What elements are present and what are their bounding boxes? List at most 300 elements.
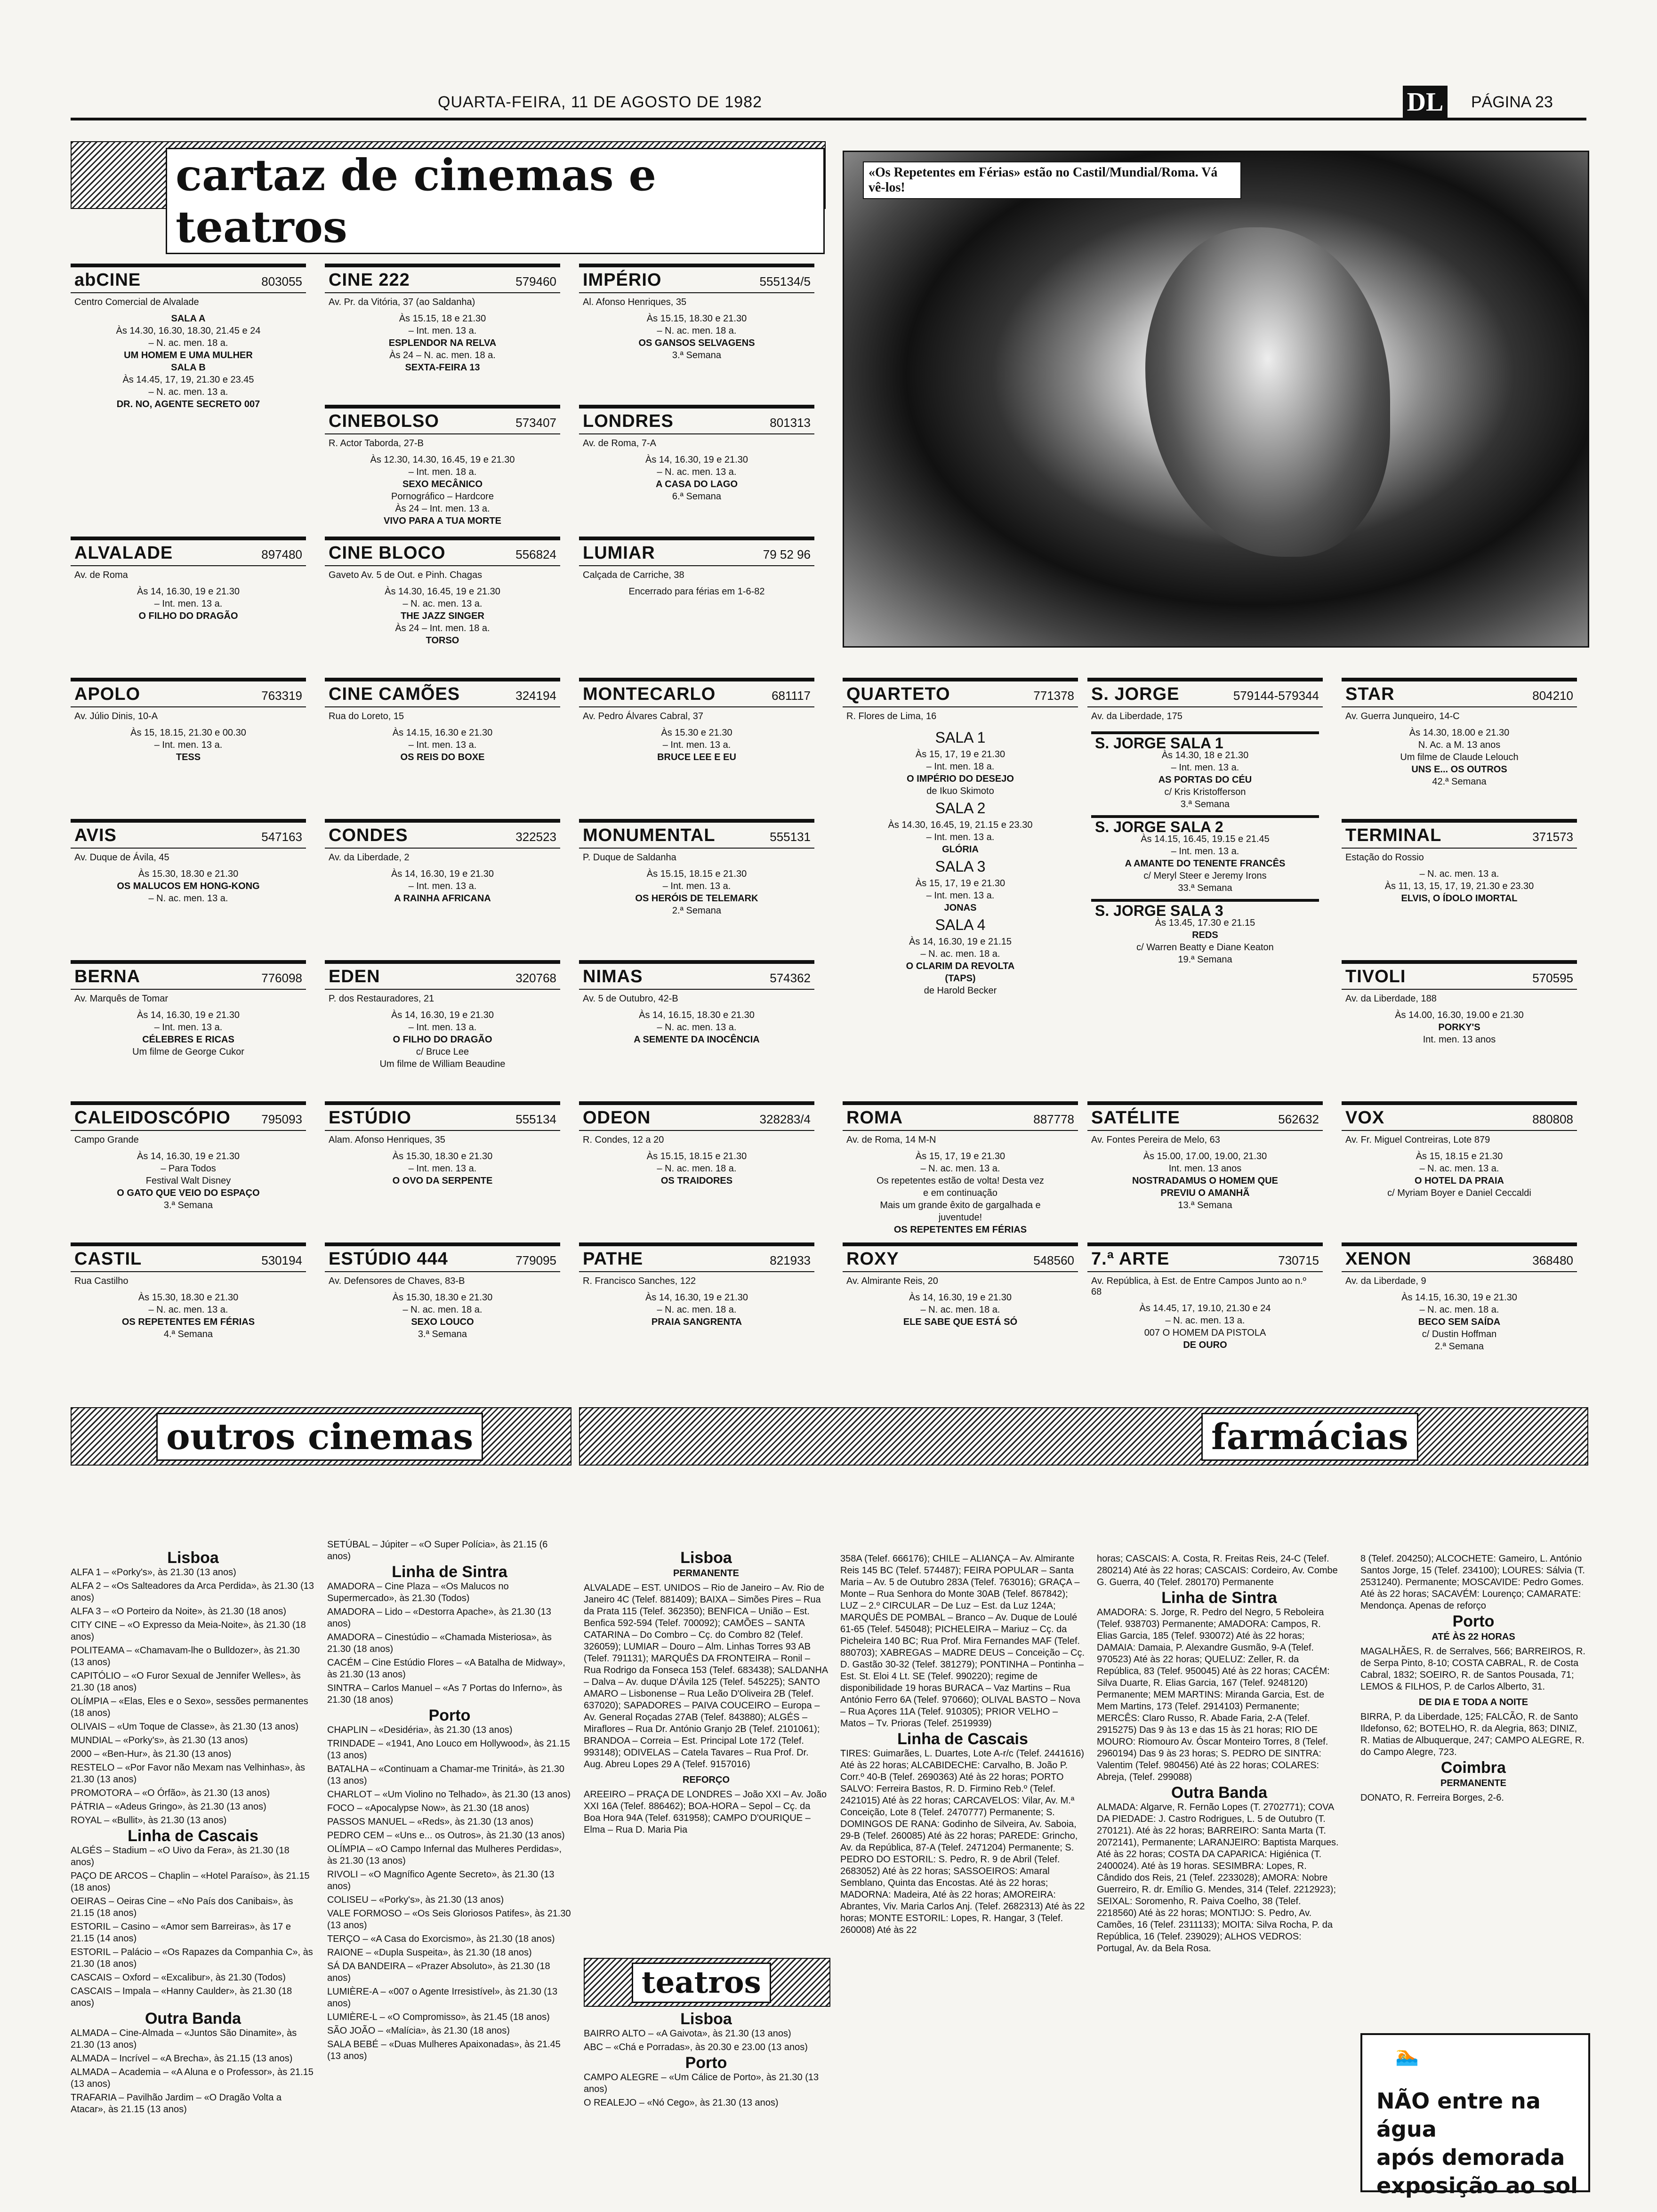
farmacias-col4-text: 8 (Telef. 204250); ALCOCHETE: Gameiro, L. António Santos Jorge, 15 (Telef. 234100); LOURES: Sálvia (T. 2531240). Permanente; MOSCAVIDE: Pedro Gomes. Até às 22 horas; SACAVÉM: Lourenço; CAMARATE: Mendonça. Apenas de reforço [1360, 1554, 1585, 1611]
cinema-phone: 556824 [515, 547, 556, 561]
cinema-phone: 779095 [515, 1253, 556, 1267]
farmacias-porto-noite-text: BIRRA, P. da Liberdade, 125; FALCÃO, R. de Santo Ildefonso, 62; BOTELHO, R. da Alegria, 863; DINIZ, R. Matias de Albuquerque, 247; CAMPO ALEGRE, R. do Campo Alegre, 723. [1360, 1712, 1585, 1757]
schedule-line: – N. ac. men. 13 a. [657, 467, 737, 477]
cinema-name: CINE BLOCO [329, 543, 446, 563]
cinema-name: CONDES [329, 825, 408, 845]
cinema-name: CINEBOLSO [329, 411, 439, 431]
cinema-entry: OLÍMPIA – «Elas, Eles e o Sexo», sessões permanentes (18 anos) [71, 1696, 308, 1718]
farmacias-lisboa: Lisboa [680, 1549, 732, 1567]
film-title: OS REIS DO BOXE [400, 752, 485, 762]
cinema-name: APOLO [74, 684, 141, 704]
outros-col-1 [71, 1548, 315, 2117]
cinema-listing [1342, 960, 1577, 1096]
cinema-schedule [325, 1146, 560, 1192]
cinema-header [71, 823, 306, 849]
schedule-line: Às 15.15, 18 e 21.30 [399, 313, 486, 324]
farmacias-col-1 [584, 1548, 828, 1838]
schedule-line: Às 14, 16.30, 19 e 21.15 [909, 937, 1012, 947]
schedule-line: c/ Myriam Boyer e Daniel Ceccaldi [1387, 1188, 1531, 1198]
film-title: O IMPÉRIO DO DESEJO [907, 774, 1014, 784]
cinema-header [325, 1105, 560, 1131]
cinema-entry: OLIVAIS – «Um Toque de Classe», às 21.30 (13 anos) [71, 1722, 298, 1732]
schedule-line: – Int. men. 13 a. [408, 740, 477, 750]
cinema-address: Centro Comercial de Alvalade [74, 297, 199, 307]
cinema-listing [1342, 819, 1577, 954]
cinema-phone: 547163 [261, 830, 302, 844]
cinema-address: Campo Grande [74, 1135, 139, 1145]
cinema-entry: AMADORA – Cinestúdio – «Chamada Misteriosa», às 21.30 (18 anos) [327, 1632, 552, 1654]
schedule-line: Às 15, 17, 19 e 21.30 [915, 749, 1005, 760]
cinema-schedule [579, 1146, 814, 1192]
section-outra-banda: Outra Banda [145, 2010, 241, 2028]
cinema-phone: 574362 [770, 971, 811, 985]
schedule-line: Às 24 – Int. men. 18 a. [395, 623, 490, 633]
schedule-line: – N. ac. men. 13 a. [148, 387, 228, 397]
schedule-line: Um filme de George Cukor [132, 1047, 244, 1057]
cinema-name: AVIS [74, 825, 117, 845]
film-title: BECO SEM SAÍDA [1418, 1317, 1501, 1327]
schedule-line: Um filme de Claude Lelouch [1400, 752, 1519, 762]
schedule-line: 3.ª Semana [1180, 799, 1230, 809]
film-title: DE OURO [1183, 1340, 1227, 1350]
schedule-line: – Int. men. 13 a. [408, 326, 477, 336]
cinema-schedule [71, 1287, 306, 1345]
cinema-header [1087, 1105, 1323, 1131]
film-title: TORSO [426, 635, 459, 646]
cinema-schedule [71, 308, 306, 415]
cinema-name: abCINE [74, 270, 141, 290]
schedule-line: Às 12.30, 14.30, 16.45, 19 e 21.30 [370, 455, 515, 465]
schedule-line: Pornográfico – Hardcore [391, 491, 494, 502]
schedule-line: Às 24 – N. ac. men. 18 a. [389, 350, 496, 361]
cinema-schedule [579, 722, 814, 768]
cinema-address: P. Duque de Saldanha [583, 852, 676, 863]
cinema-name: BERNA [74, 967, 141, 986]
cinema-listing [71, 264, 306, 531]
section-lisboa: Lisboa [167, 1549, 219, 1567]
cinema-listing [843, 1101, 1078, 1237]
schedule-line: Às 14, 16.30, 19 e 21.30 [391, 869, 494, 879]
cinema-header [1087, 1246, 1323, 1272]
schedule-line: – Int. men. 13 a. [154, 1022, 223, 1033]
cinema-address: Calçada de Carriche, 38 [583, 570, 684, 580]
cinema-address: Av. República, à Est. de Entre Campos Junto ao n.º 68 [1091, 1276, 1306, 1297]
film-title: O HOTEL DA PRAIA [1414, 1176, 1504, 1186]
schedule-line: c/ Kris Kristofferson [1164, 787, 1246, 797]
film-title: ELVIS, O ÍDOLO IMORTAL [1401, 893, 1518, 904]
cinema-address: Av. da Liberdade, 2 [329, 852, 410, 863]
cinema-header [579, 540, 814, 566]
film-title: SEXTA-FEIRA 13 [405, 362, 480, 373]
farmacias-outra-banda-text: ALMADA: Algarve, R. Fernão Lopes (T. 2702771); COVA DA PIEDADE: J. Castro Rodrigues, L. 5 de Outubro (T. 270121). Até às 22 horas; BARREIRO: Santa Marta (T. 2072141), Permanente; LARANJEIRO: Baptista Marques. Até às 22 horas; COSTA DA CAPARICA: Higiénica (T. 2400024). Até às 19 horas. SESIMBRA: Lopes, R. Cândido dos Reis, 21 (Telef. 2233028); AMORA: Nobre Guerreiro, R. dr. Emílio G. Mendes, 314 (Telef. 2212923); SEIXAL: Soromenho, R. Paiva Coelho, 38 (Telef. 2218560) Até às 22 horas; MONTIJO: S. Pedro, Av. Camões, 16 (Telef. 2311133); MOITA: Silva Rocha, P. da República, 16 (Telef. 239029); ALHOS VEDROS: Portugal, Av. da Bela Rosa. [1097, 1802, 1339, 1954]
cinema-phone: 771378 [1033, 689, 1074, 703]
outros-col-2 [327, 1539, 572, 2064]
schedule-line: – Int. men. 13 a. [662, 881, 731, 891]
cinema-schedule [71, 722, 306, 768]
cinema-header [579, 409, 814, 434]
teatros-title: teatros [632, 1963, 771, 2003]
cinema-phone: 880808 [1532, 1112, 1573, 1126]
schedule-line: 3.ª Semana [672, 350, 722, 361]
sala-label: S. JORGE SALA 3 [1091, 899, 1319, 917]
cinema-entry: ALMADA – Incrível – «A Brecha», às 21.15 (13 anos) [71, 2053, 293, 2064]
cinema-entry: FOCO – «Apocalypse Now», às 21.30 (18 anos) [327, 1803, 530, 1813]
schedule-line: Às 14.45, 17, 19.10, 21.30 e 24 [1139, 1303, 1271, 1314]
cinema-entry: TRINDADE – «1941, Ano Louco em Hollywood», às 21.15 (13 anos) [327, 1739, 570, 1761]
cinema-entry: PAÇO DE ARCOS – Chaplin – «Hotel Paraíso», às 21.15 (18 anos) [71, 1871, 310, 1893]
cinema-address: Av. Júlio Dinis, 10-A [74, 711, 158, 721]
film-title: UNS E... OS OUTROS [1411, 764, 1507, 775]
cinema-listing [325, 405, 560, 540]
film-title: O CLARIM DA REVOLTA [906, 961, 1015, 971]
cinema-entry: CHARLOT – «Um Violino no Telhado», às 21.30 (13 anos) [327, 1789, 571, 1800]
cinema-phone: 579460 [515, 274, 556, 289]
film-title: THE JAZZ SINGER [401, 611, 484, 621]
cinema-entry: CAPITÓLIO – «O Furor Sexual de Jennifer Welles», às 21.30 (18 anos) [71, 1671, 301, 1693]
photo-couple-image [1145, 227, 1390, 557]
film-title: AS PORTAS DO CÉU [1158, 775, 1252, 785]
teatros-banner [584, 1958, 830, 2007]
schedule-line: Às 15, 17, 19 e 21.30 [915, 878, 1005, 889]
schedule-line: 42.ª Semana [1432, 777, 1487, 787]
cinema-listing [579, 678, 814, 813]
farmacias-col-3 [1097, 1553, 1342, 1956]
cinema-entry: OLÍMPIA – «O Campo Infernal das Mulheres Perdidas», às 21.30 (13 anos) [327, 1844, 562, 1866]
farmacias-sintra-text: AMADORA: S. Jorge, R. Pedro del Negro, 5 Reboleira (Telef. 938703) Permanente; AMADORA: Campos, R. Elias Garcia, 185 (Telef. 930072) Até às 22 horas; DAMAIA: Damaia, P. Alexandre Gusmão, 9-A (Telef. 970523) Até às 22 horas; QUELUZ: Zeller, R. da República, 83 (Telef. 950045) Até às 22 horas; CACÉM: Silva Duarte, R. Elias Garcia, 167 (Telef. 9248120) Permanente; MEM MARTINS: Miranda Garcia, Est. de Mem Martins, 173 (Telef. 2914103) Permanente; MERCÊS: Claro Russo, R. Abade Faria, 2-A (Telef. 2915275) Das 9 às 13 e das 15 às 21 horas; RIO DE MOURO: Riomouro Av. Óscar Monteiro Torres, 8 (Telef. 2960194) Das 9 às 23 horas; S. PEDRO DE SINTRA: Valentim (Telef. 980456) Até às 22 horas; COLARES: Abreja, (Telef. 299088) [1097, 1607, 1330, 1782]
cinema-header [1087, 681, 1323, 707]
schedule-line: – Int. men. 13 a. [926, 890, 995, 901]
cinema-header [1342, 681, 1577, 707]
farmacias-reforco-text: AREEIRO – PRAÇA DE LONDRES – João XXI – Av. João XXI 16A (Telef. 886462); BOA-HORA – Sepol – Cç. da Boa Hora 94A (Telef. 631958); CAMPO D'OURIQUE – Elma – Rua D. Maria Pia [584, 1789, 827, 1835]
cinema-phone: 804210 [1532, 689, 1573, 703]
schedule-line: Às 14, 16.30, 19 e 21.30 [137, 586, 240, 597]
sun-warning-ad [1360, 2033, 1590, 2198]
cinema-header [325, 267, 560, 293]
section-porto: Porto [428, 1707, 471, 1724]
cinema-entry: SINTRA – Carlos Manuel – «As 7 Portas do Inferno», às 21.30 (18 anos) [327, 1683, 563, 1705]
farmacias-title: farmácias [1201, 1413, 1418, 1461]
cinema-address: Av. Defensores de Chaves, 83-B [329, 1276, 465, 1286]
cinema-phone: 555134 [515, 1112, 556, 1126]
cinemas-banner [71, 141, 826, 252]
schedule-line: Às 14.00, 16.30, 19.00 e 21.30 [1395, 1010, 1524, 1020]
cinema-name: NIMAS [583, 967, 643, 986]
schedule-line: – N. ac. men. 13 a. [920, 1163, 1000, 1174]
cinema-phone: 562632 [1278, 1112, 1319, 1126]
cinema-listing [71, 1101, 306, 1237]
film-title: REDS [1192, 930, 1218, 940]
cinema-phone: 763319 [261, 689, 302, 703]
cinema-listing [71, 1242, 306, 1378]
schedule-line: Às 14.30, 18.00 e 21.30 [1409, 728, 1510, 738]
schedule-line: Int. men. 13 anos [1423, 1034, 1496, 1045]
schedule-line: – Int. men. 18 a. [408, 467, 477, 477]
cinema-entry: RIVOLI – «O Magnífico Agente Secreto», às 21.30 (13 anos) [327, 1869, 555, 1891]
cinema-address: Av. da Liberdade, 175 [1091, 711, 1182, 721]
cinema-entry: SÁ DA BANDEIRA – «Prazer Absoluto», às 21.30 (18 anos) [327, 1961, 550, 1983]
sala-label: SALA 1 [935, 729, 986, 746]
cinema-schedule [325, 1004, 560, 1075]
cinema-listing [1087, 678, 1323, 1096]
cinema-header [1342, 964, 1577, 990]
cinema-entry: VALE FORMOSO – «Os Seis Gloriosos Patifes», às 21.30 (13 anos) [327, 1908, 571, 1931]
cinema-listing [325, 678, 560, 813]
page-number: PÁGINA 23 [1471, 93, 1553, 111]
cinema-listing [325, 960, 560, 1096]
cinema-entry: PROMOTORA – «O Órfão», às 21.30 (13 anos) [71, 1788, 270, 1798]
cinema-entry: COLISEU – «Porky's», às 21.30 (13 anos) [327, 1895, 504, 1905]
cinema-address: Av. Pedro Álvares Cabral, 37 [583, 711, 704, 721]
farmacias-lisboa-text: ALVALADE – EST. UNIDOS – Rio de Janeiro – Av. Rio de Janeiro 4C (Telef. 881409); BAIXA – Simões Pires – Rua da Prata 115 (Telef. 362350); BENFICA – União – Est. Benfica 592-594 (Telef. 700092); CAMÕES – SANTA CATARINA – Do Combro – Cç. do Combro 82 (Telef. 326059); LUMIAR – Douro – Alm. Linhas Torres 93 AB (Telef. 791131); MARQUÊS DA FRONTEIRA – Ronil – Rua Rodrigo da Fonseca 153 (Telef. 683438); SALDANHA – Dalva – Av. duque D'Ávila 125 (Telef. 545225); SANTO AMARO – Lisbonense – Rua Leão D'Oliveira 2B (Telef. 637020); SAPADORES – PAIVA COUCEIRO – Europa – Av. General Roçadas 27AB (Telef. 843880); ALGÉS – Miraflores – Rua Dr. António Granjo 2B (Telef. 2101061); BRANDOA – Correia – Est. Principal Lote 172 (Telef. 993148); ODIVELAS – Catela Tavares – Rua Prof. Dr. Aug. Abreu Lopes 29 A (Telef. 9157016) [584, 1583, 828, 1770]
farmacias-col-2 [840, 1553, 1085, 1938]
cinema-entry: BATALHA – «Continuam a Chamar-me Trinitá», às 21.30 (13 anos) [327, 1764, 564, 1786]
cinema-schedule [325, 722, 560, 768]
schedule-line: Às 14.45, 17, 19, 21.30 e 23.45 [122, 375, 254, 385]
cinemas-banner-title: cartaz de cinemas e teatros [166, 148, 825, 254]
cinema-header [1342, 1105, 1577, 1131]
sala-label: SALA 4 [935, 916, 986, 933]
farmacias-porto: Porto [1452, 1612, 1495, 1630]
schedule-line: – Int. men. 13 a. [154, 599, 223, 609]
schedule-line: c/ Meryl Steer e Jeremy Irons [1143, 871, 1267, 881]
cinema-phone: 320768 [515, 971, 556, 985]
schedule-line: – Int. men. 13 a. [408, 1163, 477, 1174]
farmacias-porto-22h: ATÉ ÀS 22 HORAS [1432, 1632, 1515, 1642]
film-title: OS GANSOS SELVAGENS [638, 338, 755, 348]
cinema-name: LUMIAR [583, 543, 655, 563]
schedule-line: Às 11, 13, 15, 17, 19, 21.30 e 23.30 [1384, 881, 1534, 891]
cinema-header [579, 1105, 814, 1131]
cinema-entry: ALMADA – Academia – «A Aluna e o Professor», às 21.15 (13 anos) [71, 2067, 314, 2089]
teatro-entry: O REALEJO – «Nó Cego», às 21.30 (13 anos) [584, 2098, 779, 2108]
cinema-header [843, 681, 1078, 707]
cinema-schedule [1342, 1004, 1577, 1050]
cinema-name: PATHE [583, 1249, 643, 1269]
cinema-entry: PEDRO CEM – «Uns e... os Outros», às 21.30 (13 anos) [327, 1830, 565, 1841]
schedule-line: e em continuação [923, 1188, 997, 1198]
cinema-address: Av. Marquês de Tomar [74, 994, 168, 1004]
cinema-entry: ALFA 2 – «Os Salteadores da Arca Perdida», às 21.30 (13 anos) [71, 1581, 314, 1603]
schedule-line: Às 15.30, 18.30 e 21.30 [392, 1292, 493, 1303]
cinema-entry: LUMIÈRE-A – «007 o Agente Irresistível», às 21.30 (13 anos) [327, 1987, 558, 2009]
cinema-header [579, 681, 814, 707]
cinema-address: Av. 5 de Outubro, 42-B [583, 994, 678, 1004]
schedule-line: c/ Bruce Lee [416, 1047, 469, 1057]
cinema-listing [1342, 1101, 1577, 1237]
cinema-phone: 681117 [772, 689, 811, 703]
cinema-address: R. Actor Taborda, 27-B [329, 438, 424, 449]
film-title: GLÓRIA [942, 844, 979, 855]
cinema-address: Alam. Afonso Henriques, 35 [329, 1135, 445, 1145]
teatro-entry: ABC – «Chá e Porradas», às 20.30 e 23.00 (13 anos) [584, 2042, 808, 2052]
cinema-listing [579, 537, 814, 672]
cinema-listing [579, 1242, 814, 1378]
cinema-header [579, 964, 814, 990]
schedule-line: – N. ac. men. 18 a. [402, 1305, 483, 1315]
cinema-listing [1087, 1101, 1323, 1237]
cinema-name: ESTÚDIO 444 [329, 1249, 448, 1269]
cinema-phone: 795093 [261, 1112, 302, 1126]
teatros-porto: Porto [685, 2054, 727, 2072]
swimmer-icon: 🏊 [1395, 2045, 1419, 2066]
schedule-line: Às 15.15, 18.15 e 21.30 [646, 869, 747, 879]
schedule-line: – Int. men. 13 a. [1171, 846, 1239, 857]
cinema-name: XENON [1345, 1249, 1412, 1269]
film-title: VIVO PARA A TUA MORTE [384, 516, 501, 526]
cinema-address: Estação do Rossio [1345, 852, 1424, 863]
cinema-header [71, 681, 306, 707]
cinema-name: MONTECARLO [583, 684, 716, 704]
film-title: PREVIU O AMANHÃ [1160, 1188, 1250, 1198]
schedule-line: Às 14.15, 16.30 e 21.30 [392, 728, 493, 738]
cinema-entry: 2000 – «Ben-Hur», às 21.30 (13 anos) [71, 1749, 232, 1759]
cinema-entry: LUMIÈRE-L – «O Compromisso», às 21.45 (18 anos) [327, 2012, 550, 2022]
section-linha-sintra: Linha de Sintra [392, 1563, 507, 1581]
cinema-phone: 322523 [515, 830, 556, 844]
cinema-phone: 897480 [261, 547, 302, 561]
farmacias-banner [579, 1407, 1588, 1466]
cinema-schedule [325, 308, 560, 378]
cinema-entry: TRAFARIA – Pavilhão Jardim – «O Dragão Volta a Atacar», às 21.15 (13 anos) [71, 2092, 282, 2115]
film-title: BRUCE LEE E EU [657, 752, 736, 762]
cinema-schedule [71, 1004, 306, 1063]
cinema-name: ROMA [846, 1108, 903, 1128]
cinema-name: ALVALADE [74, 543, 173, 563]
schedule-line: N. Ac. a M. 13 anos [1418, 740, 1501, 750]
schedule-line: Às 15.30 e 21.30 [661, 728, 732, 738]
cinema-address: Av. de Roma, 7-A [583, 438, 656, 449]
schedule-line: Um filme de William Beaudine [379, 1059, 506, 1069]
teatros-lisboa: Lisboa [680, 2010, 732, 2028]
cinema-schedule [579, 308, 814, 366]
cinema-name: TIVOLI [1345, 967, 1406, 986]
cinema-address: Av. Guerra Junqueiro, 14-C [1345, 711, 1460, 721]
cinema-schedule [579, 449, 814, 507]
cinema-schedule [1342, 863, 1577, 909]
cinema-name: MONUMENTAL [583, 825, 716, 845]
cinema-schedule [71, 581, 306, 627]
schedule-line: Às 15.30, 18.30 e 21.30 [138, 1292, 239, 1303]
farmacias-porto-noite: DE DIA E TODA A NOITE [1418, 1697, 1528, 1707]
cinema-header [71, 1246, 306, 1272]
ad-line-3: exposição ao sol [1376, 2173, 1578, 2198]
cinema-listing [843, 1242, 1078, 1378]
setubal-entry: SETÚBAL – Júpiter – «O Super Polícia», às 21.15 (6 anos) [327, 1539, 548, 1562]
cinema-name: STAR [1345, 684, 1395, 704]
cinema-name: ODEON [583, 1108, 651, 1128]
cinema-entry: SALA BEBÉ – «Duas Mulheres Apaixonadas», às 21.45 (13 anos) [327, 2039, 561, 2061]
cinema-phone: 887778 [1033, 1112, 1074, 1126]
cinema-phone: 803055 [261, 274, 302, 289]
schedule-line: – N. ac. men. 18 a. [1419, 1305, 1499, 1315]
farmacias-col2-text: 358A (Telef. 666176); CHILE – ALIANÇA – Av. Almirante Reis 145 BC (Telef. 574487); FEIRA POPULAR – Santa Maria – Av. 5 de Outubro 283A (Telef. 763016); GRAÇA – Monte – Rua Senhora do Monte 30AB (Telef. 867842); LUZ – 2.º CIRCULAR – De Luz – Est. da Luz 124A; MARQUÊS DE POMBAL – Branco – Av. Duque de Loulé 61-65 (Telef. 545048); PICHELEIRA – Mariuz – Cç. da Picheleira 140 BC; Rua Prof. Mira Fernandes MAF (Telef. 880703); XABREGAS – MADRE DEUS – Conceição – Cç. D. Gastão 30-32 (Telef. 381279); PONTINHA – Pontinha – Est. St. Eloi 4 Lt. SE (Telef. 990220); regime de disponibilidade 19 horas BURACA – Vaz Martins – Rua António Ferro 6A (Telef. 970660); OLIVAL BASTO – Nova – Rua Açores 11A (Telef. 910305); PRIOR VELHO – Matos – Tv. Prioras (Telef. 2519939) [840, 1554, 1085, 1729]
schedule-line: Às 15.15, 18.30 e 21.30 [646, 313, 747, 324]
cinema-header [579, 823, 814, 849]
cinema-listing [579, 405, 814, 540]
farmacias-col-4 [1360, 1553, 1586, 1806]
cinema-phone: 570595 [1532, 971, 1573, 985]
cinema-name: ROXY [846, 1249, 899, 1269]
cinema-entry: AMADORA – Lido – «Destorra Apache», às 21.30 (13 anos) [327, 1607, 551, 1629]
cinema-schedule [325, 1287, 560, 1345]
cinema-header [325, 823, 560, 849]
cinema-address: Av. da Liberdade, 9 [1345, 1276, 1426, 1286]
film-title: PORKY'S [1438, 1022, 1480, 1033]
schedule-line: Às 14.30, 18 e 21.30 [1161, 750, 1249, 761]
film-title: A AMANTE DO TENENTE FRANCÊS [1125, 858, 1286, 869]
schedule-line: – N. ac. men. 18 a. [657, 326, 737, 336]
photo-caption: «Os Repetentes em Férias» estão no Castil/Mundial/Roma. Vá vê-los! [863, 161, 1241, 199]
schedule-line: 3.ª Semana [163, 1200, 213, 1210]
cinema-name: CINE 222 [329, 270, 410, 290]
schedule-line: – N. ac. men. 18 a. [657, 1163, 737, 1174]
cinema-schedule [1342, 722, 1577, 793]
cinema-entry: PÁTRIA – «Adeus Gringo», às 21.30 (13 anos) [71, 1802, 266, 1812]
schedule-line: 2.ª Semana [672, 906, 722, 916]
cinema-name: CASTIL [74, 1249, 142, 1269]
cinema-address: P. dos Restauradores, 21 [329, 994, 434, 1004]
schedule-line: – N. ac. men. 13 a. [657, 1022, 737, 1033]
cinema-name: LONDRES [583, 411, 674, 431]
schedule-line: 3.ª Semana [418, 1329, 467, 1339]
cinema-header [71, 267, 306, 293]
cinema-header [579, 1246, 814, 1272]
cinema-entry: CASCAIS – Oxford – «Excalibur», às 21.30 (Todos) [71, 1972, 286, 1983]
schedule-line: Mais um grande êxito de gargalhada e [880, 1200, 1041, 1210]
cinema-entry: POLITEAMA – «Chamavam-lhe o Bulldozer», às 21.30 (13 anos) [71, 1645, 300, 1667]
cinema-name: VOX [1345, 1108, 1385, 1128]
cinema-schedule [1087, 722, 1323, 970]
film-title: OS REPETENTES EM FÉRIAS [893, 1225, 1027, 1235]
film-title: O GATO QUE VEIO DO ESPAÇO [117, 1188, 260, 1198]
cinema-address: Av. da Liberdade, 188 [1345, 994, 1437, 1004]
cinema-phone: 368480 [1532, 1253, 1573, 1267]
newspaper-logo: DL [1403, 86, 1448, 119]
cinema-entry: ROYAL – «Bullit», às 21.30 (13 anos) [71, 1815, 227, 1826]
schedule-line: – Int. men. 13 a. [662, 740, 731, 750]
schedule-line: – N. ac. men. 13 a. [1419, 869, 1499, 879]
cinema-header [71, 540, 306, 566]
cinema-header [1342, 823, 1577, 849]
film-title: A SEMENTE DA INOCÊNCIA [634, 1034, 760, 1045]
cinema-name: S. JORGE [1091, 684, 1180, 704]
cinema-address: Av. Duque de Ávila, 45 [74, 852, 169, 863]
cinema-listing [71, 678, 306, 813]
cinema-header [325, 540, 560, 566]
cinema-schedule [579, 1287, 814, 1333]
cinema-schedule [579, 581, 814, 602]
cinema-entry: RAIONE – «Dupla Suspeita», às 21.30 (18 anos) [327, 1948, 532, 1958]
schedule-line: Às 15, 18.15, 21.30 e 00.30 [130, 728, 246, 738]
cinema-phone: 371573 [1532, 830, 1573, 844]
schedule-line: de Ikuo Skimoto [926, 786, 994, 796]
schedule-line: 13.ª Semana [1178, 1200, 1232, 1210]
schedule-line: Às 14.15, 16.45, 19.15 e 21.45 [1141, 834, 1270, 844]
cinema-schedule [71, 1146, 306, 1216]
schedule-line: – N. ac. men. 13 a. [1165, 1315, 1245, 1326]
schedule-line: – Int. men. 13 a. [408, 881, 477, 891]
cinema-entry: TERÇO – «A Casa do Exorcismo», às 21.30 (18 anos) [327, 1934, 555, 1944]
film-title: SALA A [171, 313, 206, 324]
cinema-name: SATÉLITE [1091, 1108, 1180, 1128]
cinema-schedule [843, 722, 1078, 1002]
schedule-line: – N. ac. men. 13 a. [402, 599, 483, 609]
schedule-line: – Int. men. 13 a. [1171, 762, 1239, 773]
ad-line-2: após demorada [1376, 2145, 1565, 2170]
schedule-line: – Int. men. 18 a. [926, 761, 995, 772]
sala-label: S. JORGE SALA 2 [1091, 815, 1319, 833]
cinema-entry: CHAPLIN – «Desidéria», às 21.30 (13 anos) [327, 1725, 513, 1735]
